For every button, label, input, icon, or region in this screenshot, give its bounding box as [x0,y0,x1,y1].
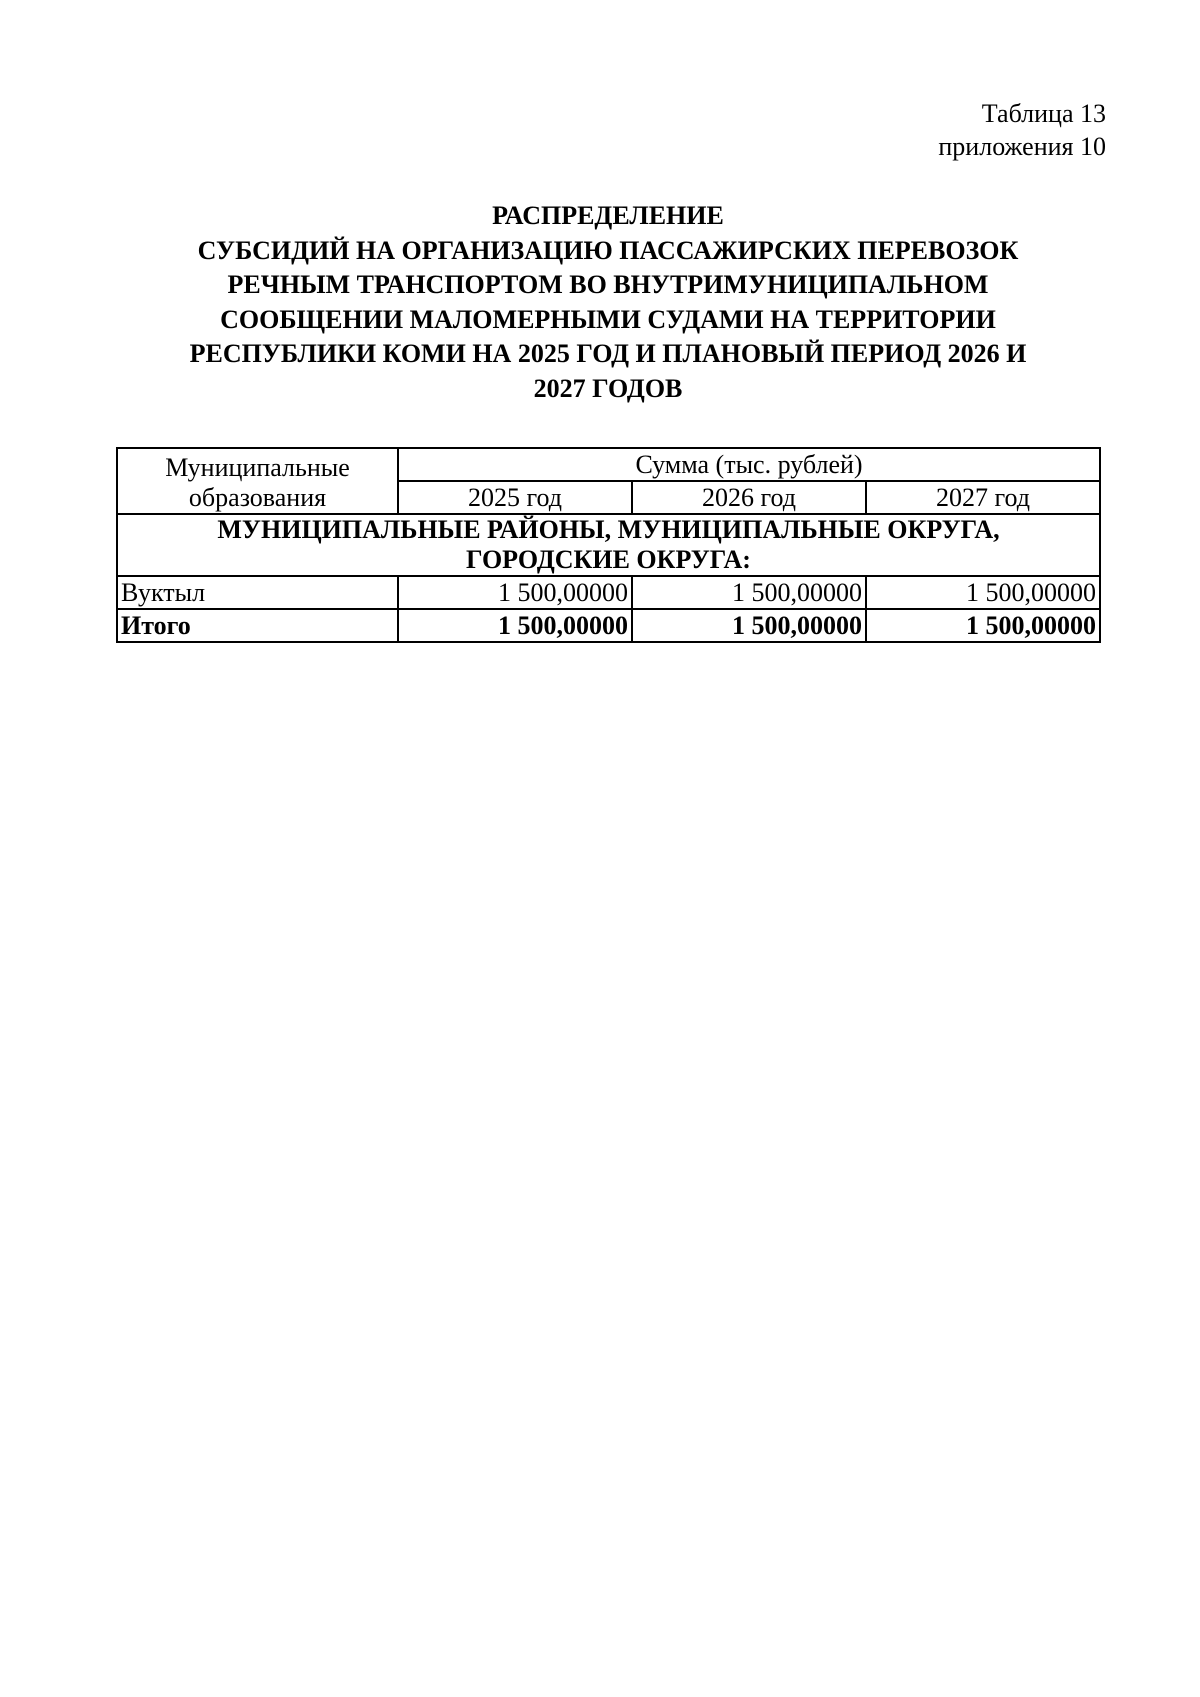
title-line: РЕЧНЫМ ТРАНСПОРТОМ ВО ВНУТРИМУНИЦИПАЛЬНОМ [227,270,989,299]
subsidy-table [116,447,1101,643]
title-line: СУБСИДИЙ НА ОРГАНИЗАЦИЮ ПАССАЖИРСКИХ ПЕРЕВОЗОК [197,235,1019,265]
document-title [116,199,1100,406]
title-line: РАСПРЕДЕЛЕНИЕ [492,201,724,230]
header-year-2026: 2026 год [632,481,866,514]
total-2027: 1 500,00000 [866,609,1100,642]
section-row [117,514,1100,576]
title-line: РЕСПУБЛИКИ КОМИ НА 2025 ГОД И ПЛАНОВЫЙ ПЕРИОД 2026 И [189,339,1027,368]
table-reference [706,97,1106,163]
header-sum: Сумма (тыс. рублей) [398,448,1100,481]
header-year-2025: 2025 год [398,481,632,514]
section-heading: МУНИЦИПАЛЬНЫЕ РАЙОНЫ, МУНИЦИПАЛЬНЫЕ ОКРУГА, ГОРОДСКИЕ ОКРУГА: [117,514,1100,576]
value-2026: 1 500,00000 [632,576,866,609]
title-line: СООБЩЕНИИ МАЛОМЕРНЫМИ СУДАМИ НА ТЕРРИТОРИИ [220,304,996,334]
table-row [117,576,1100,609]
total-row [117,609,1100,642]
table-header-row [117,448,1100,481]
table-number: Таблица 13 [981,99,1106,128]
total-label: Итого [117,609,398,642]
value-2027: 1 500,00000 [866,576,1100,609]
municipality-name: Вуктыл [117,576,398,609]
title-line: 2027 ГОДОВ [533,373,683,403]
total-2026: 1 500,00000 [632,609,866,642]
header-year-2027: 2027 год [866,481,1100,514]
value-2025: 1 500,00000 [398,576,632,609]
appendix-number: приложения 10 [938,132,1106,161]
total-2025: 1 500,00000 [398,609,632,642]
header-municipal: Муниципальные образования [117,448,398,514]
